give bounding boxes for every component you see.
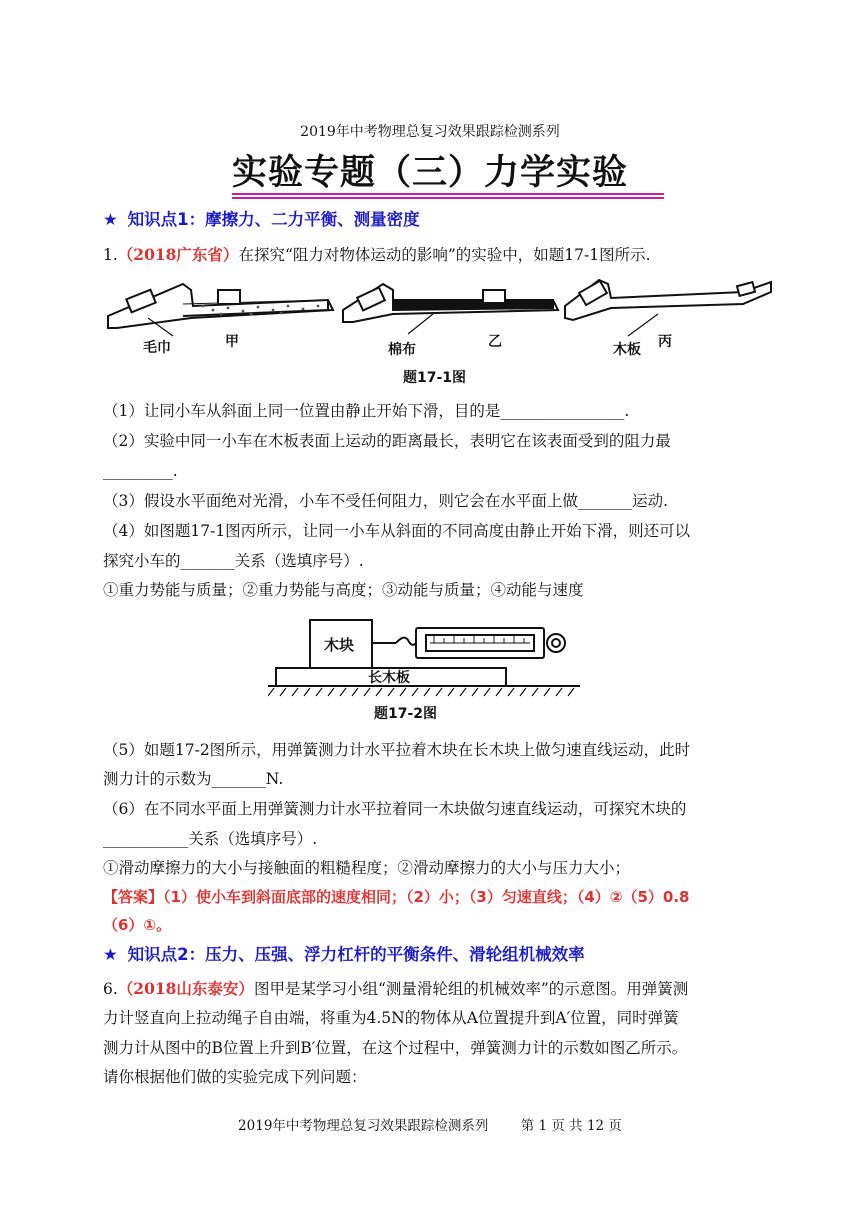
star-icon: ★ (103, 945, 118, 964)
q1-part2-blank: _________. (103, 462, 178, 480)
q1-part6: （6）在不同水平面上用弹簧测力计水平拉着同一木块做匀速直线运动，可探究木块的 (103, 800, 687, 818)
series-header: 2019年中考物理总复习效果跟踪检测系列 (300, 124, 560, 140)
q1-part6-cont: ___________关系（选填序号）. (103, 830, 318, 848)
answer-line-1 (103, 884, 763, 910)
q1-part3: （3）假设水平面绝对光滑，小车不受任何阻力，则它会在水平面上做_______运动. (103, 492, 669, 510)
q1-part2: （2）实验中同一小车在木板表面上运动的距离最长，表明它在该表面受到的阻力最 (103, 432, 671, 450)
question-source: （2018山东泰安） (117, 979, 254, 998)
q1-part5: （5）如题17-2图所示，用弹簧测力计水平拉着木块在长木块上做匀速直线运动，此时 (103, 741, 691, 759)
figure-17-1-caption: 题17-1图 (403, 370, 467, 386)
q1-part4-cont: 探究小车的_______关系（选填序号）. (103, 552, 364, 570)
question-6-line-1: 图甲是某学习小组“测量滑轮组的机械效率”的示意图。用弹簧测 (253, 980, 689, 998)
question-number: 1. (103, 246, 118, 264)
knowledge-point-1 (103, 207, 763, 233)
label-wood: 木板 (613, 342, 641, 358)
knowledge-point-1-label: 知识点1：摩擦力、二力平衡、测量密度 (127, 210, 420, 229)
q1-part4-options: ①重力势能与质量；②重力势能与高度；③动能与质量；④动能与速度 (103, 581, 584, 599)
question-6-line-2: 力计竖直向上拉动绳子自由端，将重为4.5N的物体从A位置提升到A′位置，同时弹簧 (103, 1009, 679, 1027)
q1-part4: （4）如图题17-1图丙所示，让同一小车从斜面的不同高度由静止开始下滑，则还可以 (103, 522, 691, 540)
footer-series: 2019年中考物理总复习效果跟踪检测系列 (238, 1118, 489, 1134)
title-underline-2 (232, 197, 664, 199)
label-towel: 毛巾 (143, 340, 171, 356)
question-number: 6. (103, 980, 118, 998)
page-footer (0, 1114, 860, 1134)
board-label: 长木板 (368, 670, 410, 686)
block-label: 木块 (324, 636, 355, 654)
label-yi: 乙 (488, 334, 502, 350)
answer-line-2: （6）①。 (103, 916, 172, 934)
footer-page-number: 第 1 页 共 12 页 (520, 1118, 622, 1134)
page-title: 实验专题（三）力学实验 (231, 153, 628, 193)
q1-part5-cont: 测力计的示数为_______N. (103, 770, 284, 788)
q1-part1: （1）让同小车从斜面上同一位置由静止开始下滑，目的是________________. (103, 402, 630, 420)
q1-part6-options: ①滑动摩擦力的大小与接触面的粗糙程度；②滑动摩擦力的大小与压力大小； (103, 859, 631, 877)
label-bing: 丙 (658, 334, 672, 350)
figure-17-1 (103, 270, 775, 390)
knowledge-point-2-label: 知识点2：压力、压强、浮力杠杆的平衡条件、滑轮组机械效率 (127, 945, 585, 964)
figure-17-2-caption: 题17-2图 (374, 706, 438, 722)
star-icon: ★ (103, 210, 118, 229)
label-jia: 甲 (225, 334, 239, 350)
figure-17-2 (268, 606, 588, 726)
answer-text-1: （1）使小车到斜面底部的速度相同；（2）小；（3）匀速直线；（4）②（5）0.8 (163, 888, 690, 906)
question-6-line-3: 测力计从图中的B位置上升到B′位置，在这个过程中，弹簧测力计的示数如图乙所示。 (103, 1039, 688, 1057)
answer-tag: 【答案】 (103, 888, 164, 906)
question-source: （2018广东省） (117, 245, 239, 264)
title-underline (232, 193, 664, 195)
question-6-stem (103, 976, 763, 1002)
question-1-stem (103, 242, 763, 268)
question-6-line-4: 请你根据他们做的实验完成下列问题： (103, 1068, 367, 1086)
knowledge-point-2 (103, 942, 763, 968)
question-stem: 在探究“阻力对物体运动的影响”的实验中，如题17-1图所示. (238, 246, 651, 264)
label-cotton: 棉布 (388, 342, 416, 358)
